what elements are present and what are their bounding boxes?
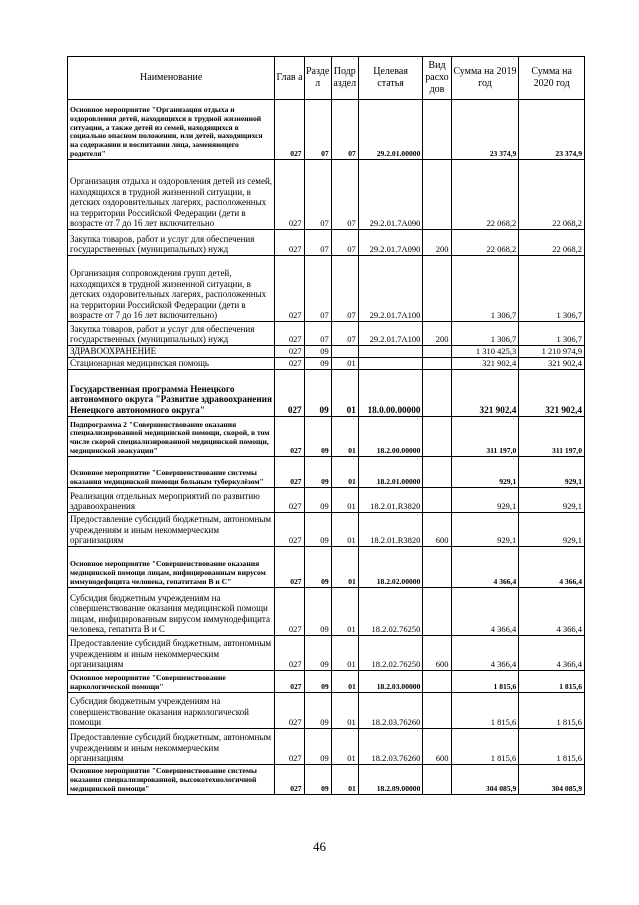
page-number: 46: [313, 839, 326, 854]
row-vid: [423, 588, 451, 636]
row-podrazdel: 07: [331, 322, 358, 346]
row-sum-2020: 304 085,9: [519, 765, 585, 795]
row-glava: 027: [275, 488, 304, 513]
row-target: 18.2.02.76250: [358, 588, 423, 636]
row-razdel: 09: [304, 765, 331, 795]
row-sum-2019: 4 366,4: [451, 547, 519, 588]
header-glava: Глав а: [275, 57, 304, 100]
row-name: Предоставление субсидий бюджетным, автономным учреждениям и иным некоммерческим организациям: [68, 636, 275, 671]
table-row: [68, 370, 585, 417]
row-razdel: 07: [304, 256, 331, 322]
row-sum-2020: 4 366,4: [519, 636, 585, 671]
row-name: Основное мероприятие "Совершенствование наркологической помощи": [68, 671, 275, 693]
row-podrazdel: 01: [331, 488, 358, 513]
row-target: 18.2.02.76250: [358, 636, 423, 671]
row-razdel: 09: [304, 671, 331, 693]
row-name: Субсидия бюджетным учреждениям на совершенствование оказания наркологической помощи: [68, 693, 275, 729]
table-row: [68, 100, 585, 160]
row-glava: 027: [275, 417, 304, 457]
table-row: [68, 488, 585, 513]
row-glava: 027: [275, 256, 304, 322]
row-target: 29.2.01.7А090: [358, 230, 423, 256]
row-razdel: 09: [304, 358, 331, 370]
row-sum-2019: 1 815,6: [451, 729, 519, 765]
row-name: Организация сопровождения групп детей, находящихся в трудной жизненной ситуации, в детских оздоровительных лагерях, расположенных на территории Российской Федерации (дети в возрасте от 7 до 16 лет включительно): [68, 256, 275, 322]
table-row: [68, 729, 585, 765]
row-sum-2019: 929,1: [451, 513, 519, 547]
row-sum-2019: 929,1: [451, 488, 519, 513]
row-target: [358, 346, 423, 358]
row-name: Основное мероприятие "Организация отдыха и оздоровления детей, находящихся в трудной жизненной ситуации, а также детей из семей, находящихся в социально опасном положении, или детей, находящихся на содержании и воспитании лица, заменяющего родителя": [68, 100, 275, 160]
row-target: 18.2.03.76260: [358, 729, 423, 765]
row-vid: 600: [423, 636, 451, 671]
header-razdel: Разде л: [304, 57, 331, 100]
row-razdel: 09: [304, 457, 331, 488]
row-glava: 027: [275, 358, 304, 370]
row-razdel: 09: [304, 370, 331, 417]
row-target: 18.2.03.76260: [358, 693, 423, 729]
header-podrazdel: Подр аздел: [331, 57, 358, 100]
row-vid: [423, 693, 451, 729]
row-sum-2020: 1 210 974,9: [519, 346, 585, 358]
table-row: [68, 160, 585, 230]
row-sum-2019: 1 306,7: [451, 322, 519, 346]
row-target: 29.2.01.00000: [358, 100, 423, 160]
table-row: [68, 547, 585, 588]
table-row: [68, 513, 585, 547]
row-name: Основное мероприятие "Совершенствование системы оказания медицинской помощи больным туберкулёзом": [68, 457, 275, 488]
row-sum-2020: 321 902,4: [519, 370, 585, 417]
row-sum-2019: 1 815,6: [451, 693, 519, 729]
row-name: Основное мероприятие "Совершенствование оказания медицинской помощи лицам, инфицированным вирусом иммунодефицита человека, гепатитами В и С": [68, 547, 275, 588]
row-name: Организация отдыха и оздоровления детей из семей, находящихся в трудной жизненной ситуации, в детских оздоровительных лагерях, расположенных на территории Российской Федерации (дети в возрасте от 7 до 16 лет включительно: [68, 160, 275, 230]
row-podrazdel: 01: [331, 671, 358, 693]
row-vid: 600: [423, 513, 451, 547]
row-glava: 027: [275, 230, 304, 256]
row-razdel: 09: [304, 417, 331, 457]
row-podrazdel: 07: [331, 160, 358, 230]
row-glava: 027: [275, 346, 304, 358]
row-vid: [423, 765, 451, 795]
row-glava: 027: [275, 322, 304, 346]
row-sum-2019: 321 902,4: [451, 370, 519, 417]
row-sum-2020: 321 902,4: [519, 358, 585, 370]
row-name: Закупка товаров, работ и услуг для обеспечения государственных (муниципальных) нужд: [68, 322, 275, 346]
table-row: [68, 322, 585, 346]
row-razdel: 09: [304, 346, 331, 358]
row-target: 18.2.03.00000: [358, 671, 423, 693]
budget-table: [67, 56, 585, 795]
row-vid: [423, 671, 451, 693]
row-glava: 027: [275, 547, 304, 588]
row-razdel: 09: [304, 513, 331, 547]
row-sum-2019: 1 306,7: [451, 256, 519, 322]
table-row: [68, 671, 585, 693]
header-name: Наименование: [68, 57, 275, 100]
row-podrazdel: 07: [331, 100, 358, 160]
row-name: Подпрограмма 2 "Совершенствование оказания специализированной медицинской помощи, скорой, в том числе скорой специализированной медицинской помощи, медицинской эвакуации": [68, 417, 275, 457]
row-podrazdel: 07: [331, 256, 358, 322]
table-row: [68, 256, 585, 322]
row-name: Основное мероприятие "Совершенствование системы оказания специализированной, высокотехнологичной медицинской помощи": [68, 765, 275, 795]
row-razdel: 09: [304, 693, 331, 729]
row-podrazdel: [331, 346, 358, 358]
table-row: [68, 693, 585, 729]
row-razdel: 07: [304, 322, 331, 346]
row-vid: [423, 160, 451, 230]
table-row: [68, 417, 585, 457]
row-vid: [423, 457, 451, 488]
row-sum-2019: 321 902,4: [451, 358, 519, 370]
header-sum-2019: Сумма на 2019 год: [451, 57, 519, 100]
row-vid: 200: [423, 322, 451, 346]
table-row: [68, 230, 585, 256]
row-sum-2020: 1 815,6: [519, 671, 585, 693]
row-podrazdel: 01: [331, 547, 358, 588]
row-target: 18.2.01.R3820: [358, 488, 423, 513]
row-target: 29.2.01.7А100: [358, 322, 423, 346]
row-podrazdel: 07: [331, 230, 358, 256]
row-podrazdel: 01: [331, 513, 358, 547]
row-glava: 027: [275, 457, 304, 488]
row-target: 18.2.00.00000: [358, 417, 423, 457]
row-podrazdel: 01: [331, 588, 358, 636]
row-vid: [423, 547, 451, 588]
row-vid: [423, 370, 451, 417]
row-razdel: 09: [304, 547, 331, 588]
row-sum-2020: 929,1: [519, 513, 585, 547]
row-vid: 600: [423, 729, 451, 765]
row-target: 29.2.01.7А100: [358, 256, 423, 322]
table-header-row: [68, 57, 585, 100]
row-glava: 027: [275, 160, 304, 230]
row-podrazdel: 01: [331, 636, 358, 671]
header-sum-2020: Сумма на 2020 год: [519, 57, 585, 100]
row-name: Реализация отдельных мероприятий по развитию здравоохранения: [68, 488, 275, 513]
row-vid: [423, 488, 451, 513]
row-sum-2019: 1 310 425,3: [451, 346, 519, 358]
row-razdel: 09: [304, 636, 331, 671]
row-sum-2020: 23 374,9: [519, 100, 585, 160]
row-sum-2019: 23 374,9: [451, 100, 519, 160]
row-sum-2020: 1 306,7: [519, 322, 585, 346]
row-name: Государственная программа Ненецкого автономного округа "Развитие здравоохранения Ненецкого автономного округа": [68, 370, 275, 417]
row-sum-2019: 4 366,4: [451, 588, 519, 636]
row-glava: 027: [275, 100, 304, 160]
row-sum-2020: 22 068,2: [519, 160, 585, 230]
table-row: [68, 636, 585, 671]
row-glava: 027: [275, 729, 304, 765]
row-sum-2019: 22 068,2: [451, 230, 519, 256]
row-razdel: 09: [304, 488, 331, 513]
row-name: Предоставление субсидий бюджетным, автономным учреждениям и иным некоммерческим организациям: [68, 513, 275, 547]
budget-table-container: [67, 56, 585, 795]
row-podrazdel: 01: [331, 370, 358, 417]
header-vid: Вид расхо дов: [423, 57, 451, 100]
row-target: 18.2.09.00000: [358, 765, 423, 795]
row-sum-2020: 1 815,6: [519, 729, 585, 765]
header-target: Целевая статья: [358, 57, 423, 100]
row-podrazdel: 01: [331, 693, 358, 729]
row-razdel: 07: [304, 230, 331, 256]
row-glava: 027: [275, 588, 304, 636]
row-sum-2019: 4 366,4: [451, 636, 519, 671]
table-row: [68, 346, 585, 358]
row-glava: 027: [275, 370, 304, 417]
row-sum-2020: 311 197,0: [519, 417, 585, 457]
row-sum-2020: 4 366,4: [519, 547, 585, 588]
row-glava: 027: [275, 693, 304, 729]
row-glava: 027: [275, 765, 304, 795]
table-row: [68, 358, 585, 370]
row-glava: 027: [275, 636, 304, 671]
row-podrazdel: 01: [331, 417, 358, 457]
row-sum-2020: 929,1: [519, 488, 585, 513]
row-target: 18.0.00.00000: [358, 370, 423, 417]
row-sum-2020: 22 068,2: [519, 230, 585, 256]
row-sum-2019: 304 085,9: [451, 765, 519, 795]
row-sum-2020: 4 366,4: [519, 588, 585, 636]
row-target: [358, 358, 423, 370]
row-vid: [423, 346, 451, 358]
row-vid: [423, 100, 451, 160]
row-sum-2020: 1 306,7: [519, 256, 585, 322]
row-name: Субсидия бюджетным учреждениям на совершенствование оказания медицинской помощи лицам, инфицированным вирусом иммунодефицита человека, гепатита В и С: [68, 588, 275, 636]
row-sum-2019: 311 197,0: [451, 417, 519, 457]
row-name: Стационарная медицинская помощь: [68, 358, 275, 370]
row-podrazdel: 01: [331, 457, 358, 488]
row-razdel: 07: [304, 100, 331, 160]
row-podrazdel: 01: [331, 729, 358, 765]
row-sum-2019: 1 815,6: [451, 671, 519, 693]
row-sum-2019: 22 068,2: [451, 160, 519, 230]
row-name: Предоставление субсидий бюджетным, автономным учреждениям и иным некоммерческим организациям: [68, 729, 275, 765]
table-row: [68, 457, 585, 488]
row-target: 18.2.02.00000: [358, 547, 423, 588]
table-row: [68, 765, 585, 795]
row-name: ЗДРАВООХРАНЕНИЕ: [68, 346, 275, 358]
row-sum-2019: 929,1: [451, 457, 519, 488]
row-target: 18.2.01.00000: [358, 457, 423, 488]
row-sum-2020: 929,1: [519, 457, 585, 488]
row-sum-2020: 1 815,6: [519, 693, 585, 729]
row-podrazdel: 01: [331, 358, 358, 370]
row-razdel: 09: [304, 588, 331, 636]
row-vid: [423, 358, 451, 370]
row-vid: 200: [423, 230, 451, 256]
row-vid: [423, 417, 451, 457]
row-glava: 027: [275, 671, 304, 693]
table-row: [68, 588, 585, 636]
row-podrazdel: 01: [331, 765, 358, 795]
row-name: Закупка товаров, работ и услуг для обеспечения государственных (муниципальных) нужд: [68, 230, 275, 256]
row-glava: 027: [275, 513, 304, 547]
row-target: 18.2.01.R3820: [358, 513, 423, 547]
row-target: 29.2.01.7А090: [358, 160, 423, 230]
row-razdel: 09: [304, 729, 331, 765]
row-vid: [423, 256, 451, 322]
row-razdel: 07: [304, 160, 331, 230]
